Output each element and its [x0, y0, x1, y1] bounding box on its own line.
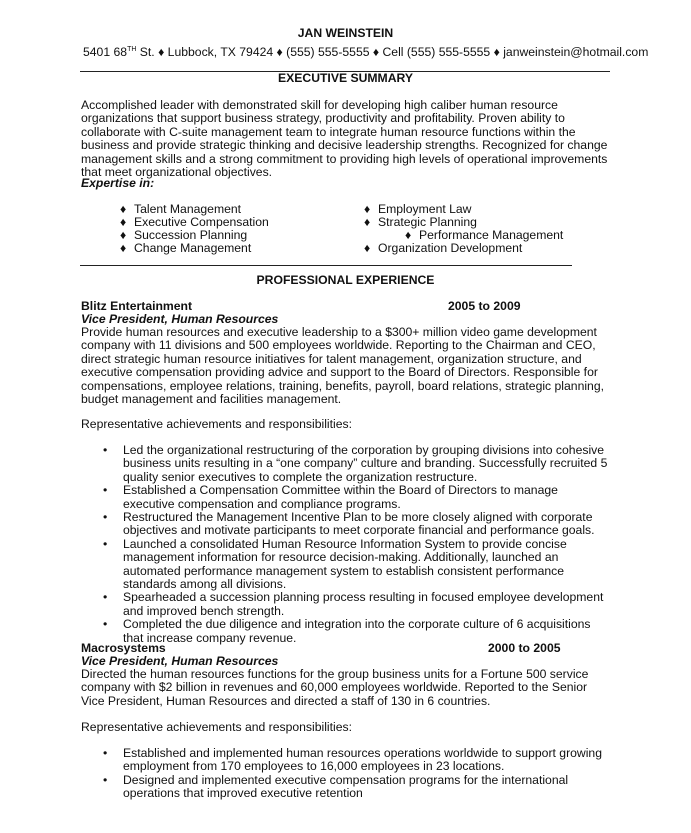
- address-ordinal: TH: [127, 45, 137, 53]
- contact-line: [83, 46, 648, 59]
- achievement-text: Designed and implemented executive compensation programs for the international operations that improved executive retention: [123, 772, 569, 801]
- skill-label: Succession Planning: [134, 228, 248, 242]
- skill-label: Performance Management: [419, 228, 564, 242]
- bullet-icon: •: [103, 510, 108, 525]
- achievement-text: Completed the due diligence and integration into the corporate culture of 6 acquisitions that increase company revenue.: [123, 617, 591, 645]
- skill-item: [364, 242, 522, 255]
- list-item: [81, 591, 611, 618]
- bullet-icon: •: [103, 443, 108, 457]
- summary-text: Accomplished leader with demonstrated skill for developing high caliber human resource organizations that support business strategy, productivity and profitability. Proven ability to collaborate with C-suite management team to integrate human resource functions within the business and provide strategic thinking and decisive leadership strengths. Recognized for change management skills and a strong commitment to providing high levels of operational improvements that meet organizational objectives.: [81, 98, 608, 180]
- achievements-list: [81, 747, 611, 801]
- bullet-icon: •: [103, 590, 108, 605]
- company-name: Blitz Entertainment: [81, 299, 193, 313]
- achievement-text: Launched a consolidated Human Resource Information System to provide concise management information for resource decision-making. Additionally, launched an automated performance management system to establish consistent performance standards among all divisions.: [123, 536, 567, 592]
- achievement-text: Restructured the Management Incentive Plan to be more closely aligned with corporate objectives and motivate participants to meet corporate financial and performance goals.: [123, 510, 595, 538]
- list-item: [81, 484, 611, 511]
- diamond-icon: ♦: [120, 215, 127, 229]
- bullet-icon: •: [103, 536, 108, 551]
- achievements-list: [81, 444, 611, 645]
- skill-label: Change Management: [134, 241, 252, 255]
- skill-label: Organization Development: [378, 241, 523, 255]
- company-name: Macrosystems: [81, 641, 166, 655]
- achievement-text: Established and implemented human resources operations worldwide to support growing employment from 170 employees to 16,000 employees in 23 locations.: [123, 746, 602, 774]
- contact-details: St. ♦ Lubbock, TX 79424 ♦ (555) 555-5555 ♦ Cell (555) 555-5555 ♦ janweinstein@hotmail.com: [136, 45, 649, 59]
- skill-label: Executive Compensation: [134, 215, 269, 229]
- diamond-icon: ♦: [405, 228, 412, 242]
- diamond-icon: ♦: [120, 241, 127, 255]
- bullet-icon: •: [103, 483, 108, 498]
- skill-label: Strategic Planning: [378, 215, 477, 229]
- list-item: [81, 511, 611, 538]
- diamond-icon: ♦: [120, 228, 127, 242]
- list-item: [81, 747, 611, 774]
- skill-label: Talent Management: [134, 202, 242, 216]
- bullet-icon: •: [103, 617, 108, 632]
- address-number: 5401 68: [83, 45, 128, 59]
- bullet-icon: •: [103, 772, 108, 787]
- achievements-intro: Representative achievements and responsibilities:: [81, 417, 352, 431]
- job-dates: 2000 to 2005: [488, 641, 561, 655]
- diamond-icon: ♦: [120, 202, 127, 216]
- job-title: Vice President, Human Resources: [81, 654, 279, 668]
- skill-item: [120, 242, 251, 255]
- diamond-icon: ♦: [364, 202, 371, 216]
- job-title: Vice President, Human Resources: [81, 312, 279, 326]
- expertise-label: Expertise in:: [81, 176, 155, 190]
- job-dates: 2005 to 2009: [448, 299, 521, 313]
- achievements-intro: Representative achievements and responsibilities:: [81, 720, 352, 734]
- job-description: Provide human resources and executive leadership to a $300+ million video game development company with 11 divisions and 500 employees worldwide. Reporting to the Chairman and CEO, direct strategic human resource initiatives for talent management, organization structure, and executive compensation providing advice and support to the Board of Directors. Responsible for compensations, employee relations, training, benefits, payroll, board relations, strategic planning, budget management and facilities management.: [81, 325, 605, 407]
- list-item: [81, 774, 611, 801]
- diamond-icon: ♦: [364, 241, 371, 255]
- diamond-icon: ♦: [364, 215, 371, 229]
- bullet-icon: •: [103, 746, 108, 760]
- list-item: [81, 444, 611, 484]
- achievement-text: Led the organizational restructuring of the corporation by grouping divisions into cohesive business units resulting in a “one company” culture and branding. Successfully recruited 5 quality senior executives to complete the organization restructure.: [123, 443, 608, 484]
- expertise-divider: [80, 265, 572, 266]
- list-item: [81, 538, 611, 592]
- job-description: Directed the human resources functions for the group business units for a Fortune 500 service company with $2 billion in revenues and 60,000 employees worldwide. Reported to the Senior Vice President, Human Resources and directed a staff of 130 in 6 countries.: [81, 667, 589, 708]
- achievement-text: Spearheaded a succession planning process resulting in focused employee development and improved bench strength.: [123, 590, 604, 618]
- candidate-name: JAN WEINSTEIN: [297, 26, 394, 40]
- achievement-text: Established a Compensation Committee within the Board of Directors to manage executive compensation and compliance programs.: [123, 483, 558, 511]
- skill-label: Employment Law: [378, 202, 472, 216]
- section-heading-summary: EXECUTIVE SUMMARY: [278, 71, 413, 85]
- section-heading-experience: PROFESSIONAL EXPERIENCE: [256, 273, 435, 287]
